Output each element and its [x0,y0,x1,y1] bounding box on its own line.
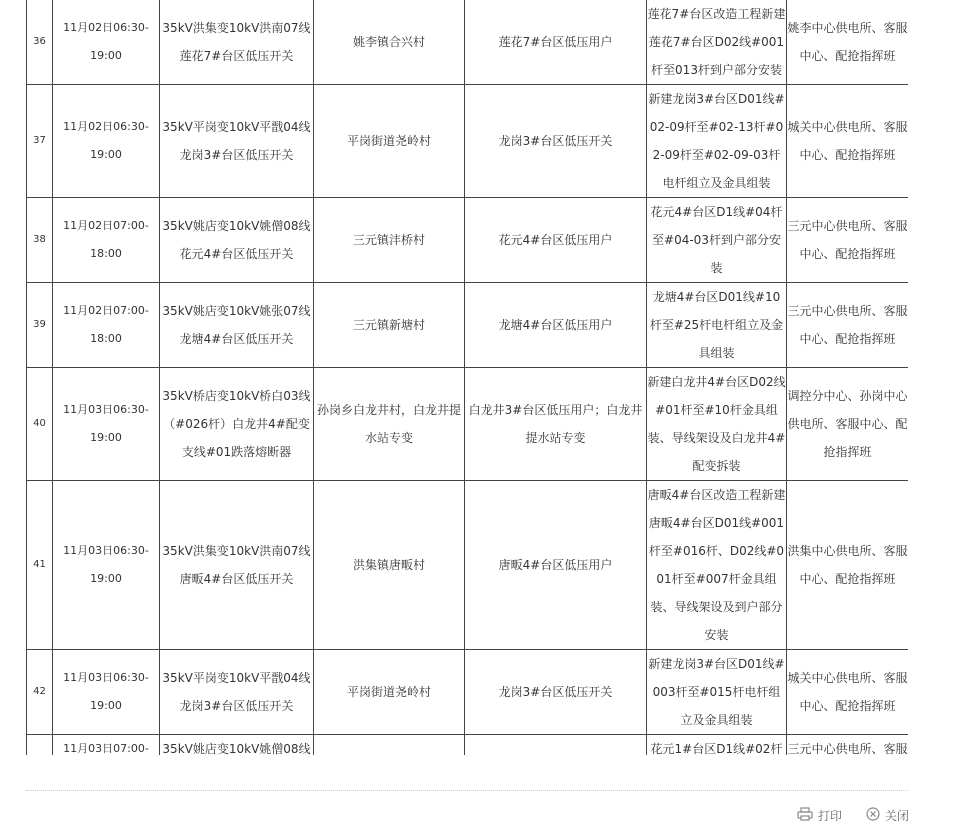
table-row [27,368,909,481]
cell-content: 新建白龙井4#台区D02线#01杆至#10杆金具组装、导线架设及白龙井4#配变拆装 [647,368,787,481]
cell-users: 龙岗3#台区低压开关 [465,85,647,198]
cell-users: 龙塘4#台区低压用户 [465,283,647,368]
cell-users: 龙岗3#台区低压开关 [465,650,647,735]
cell-number: 38 [27,198,53,283]
cell-users: 白龙井3#台区低压用户；白龙井提水站专变 [465,368,647,481]
table-body [27,0,909,755]
table-row [27,0,909,85]
outage-schedule-table [26,0,908,755]
cell-number: 40 [27,368,53,481]
cell-area: 洪集镇唐畈村 [314,481,465,650]
cell-area: 姚李镇合兴村 [314,0,465,85]
cell-time: 11月02日07:00-18:00 [53,198,160,283]
cell-content: 新建龙岗3#台区D01线#02-09杆至#02-13杆#02-09杆至#02-09-03杆电杆组立及金具组装 [647,85,787,198]
cell-line: 35kV洪集变10kV洪南07线莲花7#台区低压开关 [160,0,314,85]
cell-content: 龙塘4#台区D01线#10杆至#25杆电杆组立及金具组装 [647,283,787,368]
cell-line: 35kV平岗变10kV平戬04线龙岗3#台区低压开关 [160,650,314,735]
cell-content: 唐畈4#台区改造工程新建唐畈4#台区D01线#001杆至#016杆、D02线#001杆至#007杆金具组装、导线架设及到户部分安装 [647,481,787,650]
cell-time: 11月03日06:30-19:00 [53,650,160,735]
cell-line: 35kV姚店变10kV姚张07线龙塘4#台区低压开关 [160,283,314,368]
page-actions [773,805,909,825]
cell-area: 孙岗乡白龙井村，白龙井提水站专变 [314,368,465,481]
cell-content: 花元1#台区D1线#02杆 [647,735,787,756]
cell-area: 平岗街道尧岭村 [314,85,465,198]
print-button[interactable] [797,807,842,824]
cell-time: 11月02日06:30-19:00 [53,0,160,85]
close-button[interactable] [866,807,909,824]
cell-area [314,735,465,756]
table-row [27,198,909,283]
cell-department: 城关中心供电所、客服中心、配抢指挥班 [787,85,909,198]
cell-department: 姚李中心供电所、客服中心、配抢指挥班 [787,0,909,85]
print-label: 打印 [817,808,842,823]
cell-line: 35kV姚店变10kV姚僧08线花元4#台区低压开关 [160,198,314,283]
cell-area: 平岗街道尧岭村 [314,650,465,735]
table-row [27,283,909,368]
cell-users: 花元4#台区低压用户 [465,198,647,283]
table-row [27,735,909,756]
cell-line: 35kV桥店变10kV桥白03线（#026杆）白龙井4#配变支线#01跌落熔断器 [160,368,314,481]
cell-content: 莲花7#台区改造工程新建莲花7#台区D02线#001杆至013杆到户部分安装 [647,0,787,85]
cell-time: 11月03日06:30-19:00 [53,368,160,481]
table-row [27,650,909,735]
cell-users: 莲花7#台区低压用户 [465,0,647,85]
close-circle-icon [866,807,885,824]
cell-department: 洪集中心供电所、客服中心、配抢指挥班 [787,481,909,650]
cell-department: 城关中心供电所、客服中心、配抢指挥班 [787,650,909,735]
cell-department: 三元中心供电所、客服中心、配抢指挥班 [787,283,909,368]
cell-department: 三元中心供电所、客服 [787,735,909,756]
cell-line: 35kV洪集变10kV洪南07线唐畈4#台区低压开关 [160,481,314,650]
footer-divider [26,790,908,791]
cell-number: 42 [27,650,53,735]
cell-time: 11月02日07:00-18:00 [53,283,160,368]
cell-number: 39 [27,283,53,368]
cell-users: 唐畈4#台区低压用户 [465,481,647,650]
outage-table-container [26,0,908,755]
cell-department: 调控分中心、孙岗中心供电所、客服中心、配抢指挥班 [787,368,909,481]
cell-number: 41 [27,481,53,650]
cell-area: 三元镇新塘村 [314,283,465,368]
table-row [27,85,909,198]
cell-users [465,735,647,756]
cell-time: 11月03日07:00- [53,735,160,756]
cell-number [27,735,53,756]
close-label: 关闭 [884,808,909,823]
printer-icon [797,807,818,824]
cell-area: 三元镇沣桥村 [314,198,465,283]
cell-number: 37 [27,85,53,198]
cell-line: 35kV平岗变10kV平戬04线龙岗3#台区低压开关 [160,85,314,198]
cell-time: 11月03日06:30-19:00 [53,481,160,650]
cell-department: 三元中心供电所、客服中心、配抢指挥班 [787,198,909,283]
cell-number: 36 [27,0,53,85]
cell-content: 花元4#台区D1线#04杆至#04-03杆到户部分安装 [647,198,787,283]
cell-line: 35kV姚店变10kV姚僧08线 [160,735,314,756]
table-row [27,481,909,650]
cell-content: 新建龙岗3#台区D01线#003杆至#015杆电杆组立及金具组装 [647,650,787,735]
cell-time: 11月02日06:30-19:00 [53,85,160,198]
